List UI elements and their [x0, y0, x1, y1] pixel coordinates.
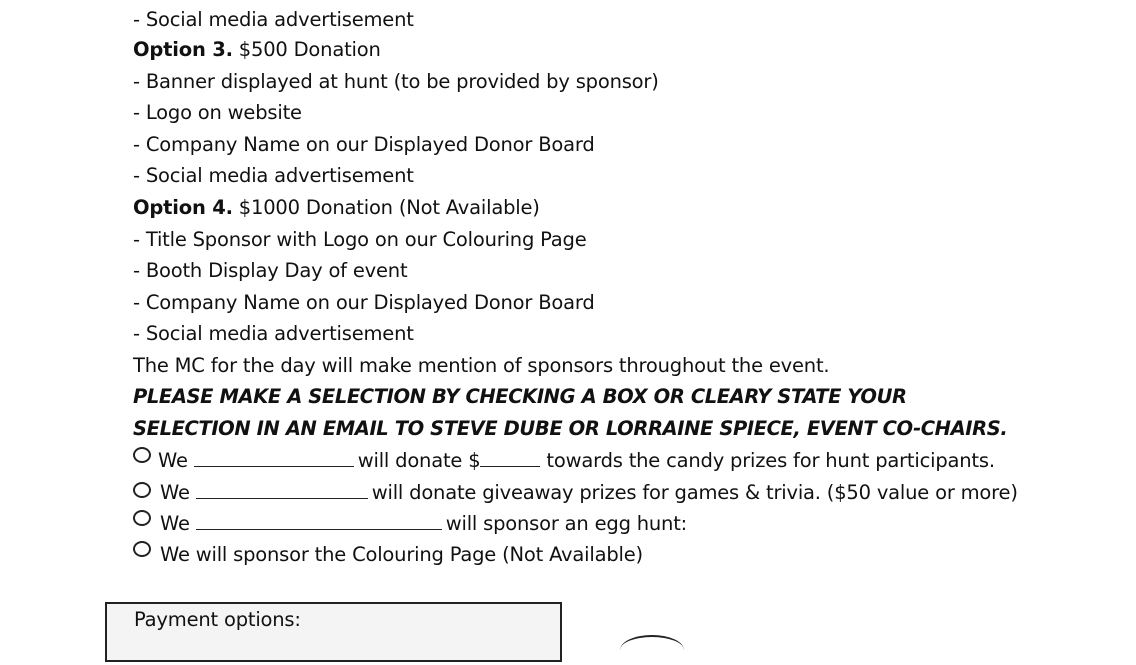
egg-hunt-name-blank[interactable]: [196, 511, 442, 530]
candy-prizes-name-blank[interactable]: [194, 448, 354, 467]
colouring-page-radio[interactable]: [133, 541, 151, 557]
egg-hunt-radio[interactable]: [133, 510, 151, 526]
egg-hunt-choice: [160, 511, 687, 537]
option4-title: $1000 Donation (Not Available): [232, 196, 540, 219]
egg-hunt-prefix: We: [160, 512, 190, 535]
giveaway-prizes-choice: [160, 480, 1018, 506]
option4-item-donor-board: - Company Name on our Displayed Donor Board: [133, 291, 595, 314]
option3-item-social: - Social media advertisement: [133, 164, 414, 187]
candy-prizes-choice: [158, 448, 995, 474]
candy-prizes-suffix: towards the candy prizes for hunt participants.: [546, 449, 995, 472]
giveaway-prizes-name-blank[interactable]: [196, 480, 368, 499]
option3-heading: [133, 37, 381, 63]
option3-label: Option 3.: [133, 38, 233, 61]
candy-prizes-radio[interactable]: [133, 447, 151, 463]
giveaway-prizes-prefix: We: [160, 481, 190, 504]
instruction-line-2: SELECTION IN AN EMAIL TO STEVE DUBE OR LORRAINE SPIECE, EVENT CO-CHAIRS.: [133, 417, 1008, 440]
payment-options-title: Payment options:: [134, 608, 301, 631]
candy-prizes-amount-blank[interactable]: [480, 448, 540, 467]
candy-prizes-prefix: We: [158, 449, 188, 472]
giveaway-prizes-radio[interactable]: [133, 482, 151, 498]
giveaway-prizes-suffix: will donate giveaway prizes for games & trivia. ($50 value or more): [371, 481, 1018, 504]
payment-options-box: [105, 602, 562, 662]
mc-note: The MC for the day will make mention of sponsors throughout the event.: [133, 354, 830, 377]
option2-item-social: - Social media advertisement: [133, 8, 414, 31]
instruction-line-1: PLEASE MAKE A SELECTION BY CHECKING A BOX OR CLEARY STATE YOUR: [133, 385, 907, 408]
option4-label: Option 4.: [133, 196, 233, 219]
option4-item-social: - Social media advertisement: [133, 322, 414, 345]
option4-item-title-sponsor: - Title Sponsor with Logo on our Colouring Page: [133, 228, 587, 251]
option4-item-booth: - Booth Display Day of event: [133, 259, 408, 282]
option4-heading: [133, 195, 540, 221]
egg-hunt-suffix: will sponsor an egg hunt:: [445, 512, 688, 535]
colouring-page-choice: We will sponsor the Colouring Page (Not Available): [160, 543, 643, 566]
option3-item-donor-board: - Company Name on our Displayed Donor Board: [133, 133, 595, 156]
option3-item-banner: - Banner displayed at hunt (to be provided by sponsor): [133, 70, 659, 93]
option3-title: $500 Donation: [232, 38, 381, 61]
candy-prizes-middle: will donate $: [357, 449, 481, 472]
option3-item-logo: - Logo on website: [133, 101, 302, 124]
